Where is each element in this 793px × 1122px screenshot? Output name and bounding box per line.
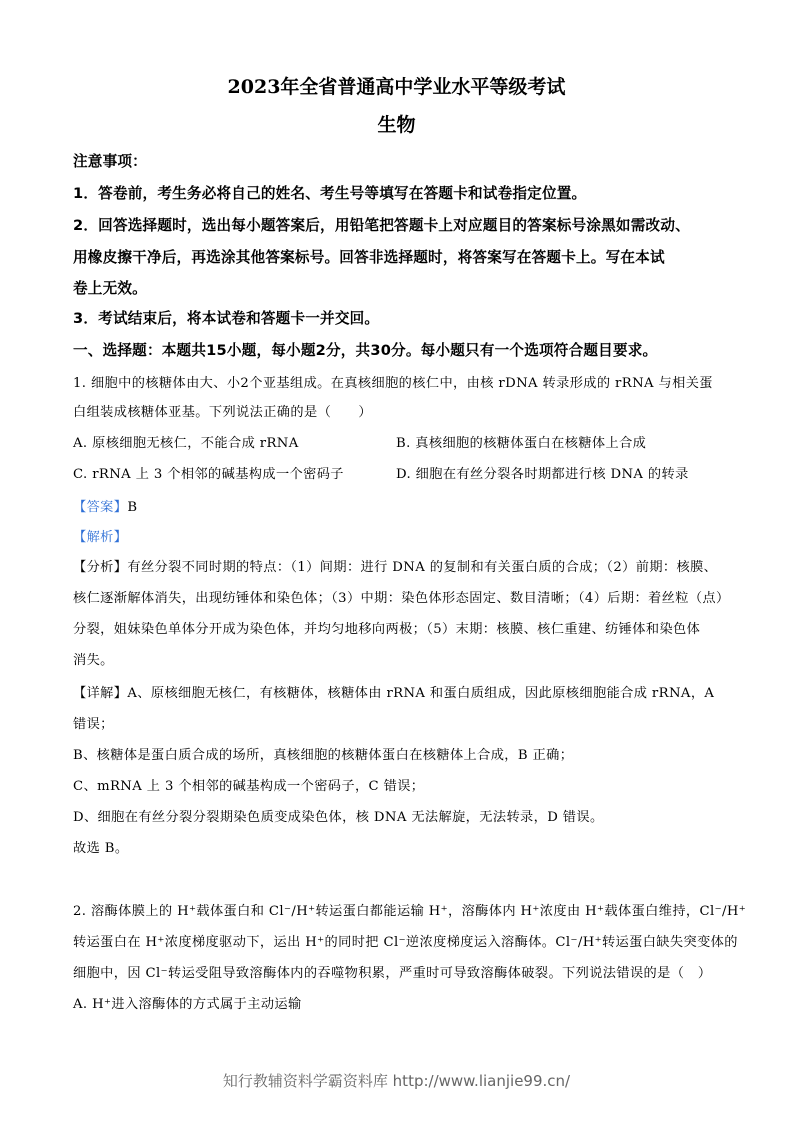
notice-item-2-line-1: 2．回答选择题时，选出每小题答案后，用铅笔把答题卡上对应题目的答案标号涂黑如需改动、 [73,217,690,234]
notice-item-3: 3．考试结束后，将本试卷和答题卡一并交回。 [73,310,380,327]
q2-stem-line-3: 细胞中，因 Cl⁻转运受阻导致溶酶体内的吞噬物积累，严重时可导致溶酶体破裂。下列说法错误的是（ ） [73,966,712,981]
detail-text-1: A、原核细胞无核仁，有核糖体，核糖体由 rRNA 和蛋白质组成，因此原核细胞能合成 rRNA，A [127,686,715,701]
fenxi-line-3: 分裂，姐妹染色单体分开成为染色体，并均匀地移向两极；（5）末期：核膜、核仁重建、纺锤体和染色体 [73,622,701,637]
notice-heading: 注意事项： [73,153,147,170]
exam-subject: 生物 [377,114,416,136]
notice-item-2-line-2: 用橡皮擦干净后，再选涂其他答案标号。回答非选择题时，将答案写在答题卡上。写在本试 [73,249,665,266]
exam-title: 2023年全省普通高中学业水平等级考试 [227,76,566,98]
fenxi-text-1: 有丝分裂不同时期的特点：（1）间期：进行 DNA 的复制和有关蛋白质的合成；（2）前期：核膜、 [127,560,718,575]
q2-option-a: A. H⁺进入溶酶体的方式属于主动运输 [73,997,302,1012]
fenxi-line-2: 核仁逐渐解体消失，出现纺锤体和染色体；（3）中期：染色体形态固定、数目清晰；（4）后期：着丝粒（点） [73,591,730,606]
q1-option-a: A. 原核细胞无核仁，不能合成 rRNA [73,436,299,451]
q1-option-c: C. rRNA 上 3 个相邻的碱基构成一个密码子 [73,467,344,482]
detail-line-3: B、核糖体是蛋白质合成的场所，真核细胞的核糖体蛋白在核糖体上合成，B 正确； [73,748,574,763]
fenxi-tag: 【分析】 [73,560,128,575]
watermark-footer: 知行教辅资料学霸资料库 http://www.lianjie99.cn/ [222,1072,571,1090]
fenxi-line-1 [73,556,717,575]
fenxi-line-4: 消失。 [73,653,114,668]
analysis-tag: 【解析】 [73,530,128,545]
answer-tag: 【答案】 [73,500,128,515]
notice-item-1: 1．答卷前，考生务必将自己的姓名、考生号等填写在答题卡和试卷指定位置。 [73,185,587,202]
notice-item-2-line-3: 卷上无效。 [73,280,147,297]
q1-option-d: D. 细胞在有丝分裂各时期都进行核 DNA 的转录 [396,467,689,482]
detail-line-1 [73,682,714,701]
q1-option-b: B. 真核细胞的核糖体蛋白在核糖体上合成 [396,436,647,451]
q2-stem-line-2: 转运蛋白在 H⁺浓度梯度驱动下，运出 H⁺的同时把 Cl⁻逆浓度梯度运入溶酶体。Cl⁻/H⁺转运蛋白缺失突变体的 [73,935,738,950]
detail-line-2: 错误； [73,717,114,732]
section-1-heading: 一、选择题：本题共15小题，每小题2分，共30分。每小题只有一个选项符合题目要求。 [73,342,658,359]
detail-line-5: D、细胞在有丝分裂分裂期染色质变成染色体，核 DNA 无法解旋，无法转录，D 错误。 [73,810,604,825]
q1-conclusion: 故选 B。 [73,841,129,856]
answer-value: B [127,500,138,515]
detail-tag: 【详解】 [73,686,128,701]
q1-answer-line [73,496,137,515]
detail-line-4: C、mRNA 上 3 个相邻的碱基构成一个密码子，C 错误； [73,779,425,794]
q1-stem-line-2: 白组装成核糖体亚基。下列说法正确的是（ ） [73,405,372,420]
q1-stem-line-1: 1. 细胞中的核糖体由大、小2个亚基组成。在真核细胞的核仁中，由核 rDNA 转录形成的 rRNA 与相关蛋 [73,376,713,391]
q2-stem-line-1: 2. 溶酶体膜上的 H⁺载体蛋白和 Cl⁻/H⁺转运蛋白都能运输 H⁺，溶酶体内 H⁺浓度由 H⁺载体蛋白维持，Cl⁻/H⁺ [73,904,747,919]
